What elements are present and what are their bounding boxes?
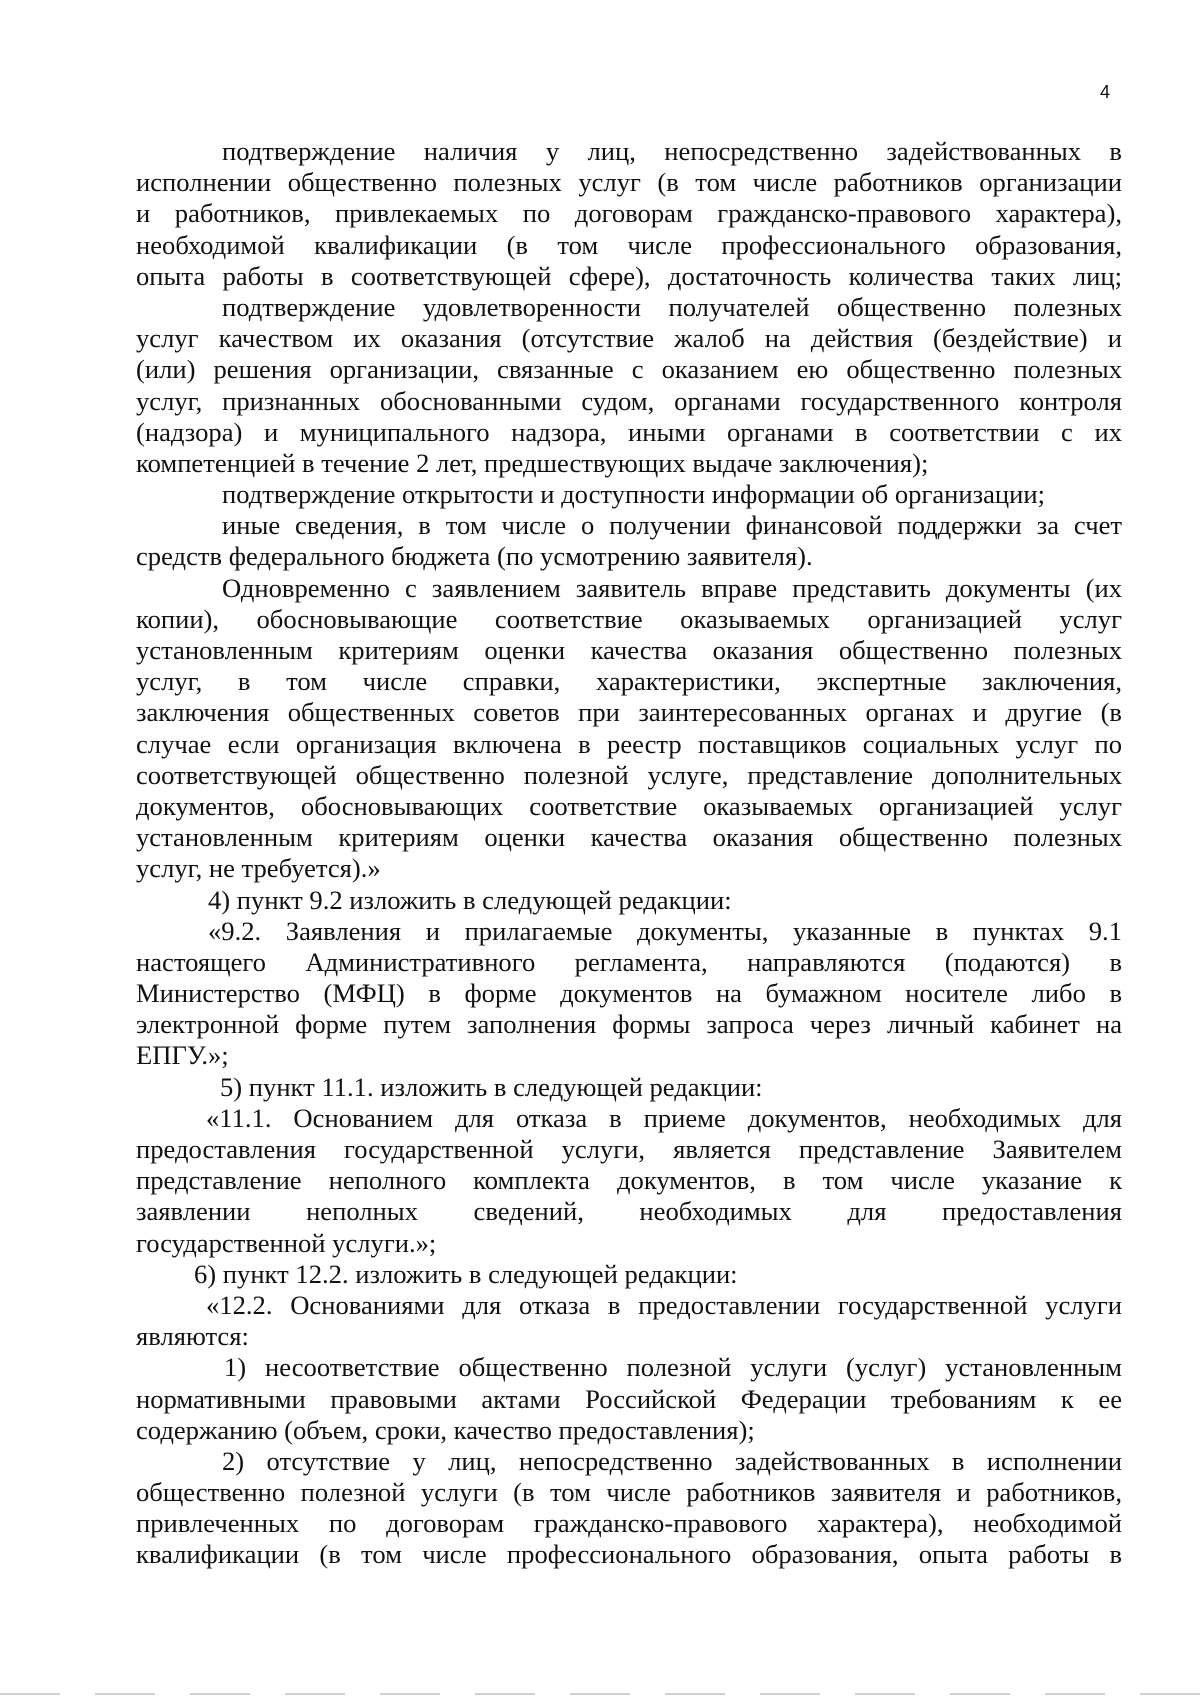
text-line: привлеченных по договорам гражданско-правового характера), необходимой <box>136 1508 1122 1539</box>
text-line: ЕПГУ.»; <box>136 1040 229 1071</box>
text-line: (или) решения организации, связанные с оказанием ею общественно полезных <box>136 354 1122 385</box>
text-line: заключения общественных советов при заинтересованных органах и другие (в <box>136 697 1122 728</box>
text-line: и работников, привлекаемых по договорам гражданско-правового характера), <box>136 198 1122 229</box>
text-line: (надзора) и муниципального надзора, иными органами в соответствии с их <box>136 416 1122 447</box>
text-line: копии), обосновывающие соответствие оказываемых организацией услуг <box>136 603 1122 634</box>
text-line: исполнении общественно полезных услуг (в том числе работников организации <box>136 167 1122 198</box>
page-number: 4 <box>1100 82 1111 102</box>
scan-edge-artifact <box>0 1693 1200 1695</box>
text-line: подтверждение открытости и доступности информации об организации; <box>222 479 1046 510</box>
text-line: услуг качеством их оказания (отсутствие жалоб на действия (бездействие) и <box>136 323 1122 354</box>
text-line: «9.2. Заявления и прилагаемые документы, указанные в пунктах 9.1 <box>208 915 1122 946</box>
text-line: подтверждение удовлетворенности получателей общественно полезных <box>222 291 1122 322</box>
text-line: установленным критериям оценки качества оказания общественно полезных <box>136 822 1122 853</box>
text-line: общественно полезной услуги (в том числе работников заявителя и работников, <box>136 1477 1122 1508</box>
text-line: услуг, признанных обоснованными судом, органами государственного контроля <box>136 385 1122 416</box>
text-line: 6) пункт 12.2. изложить в следующей редакции: <box>194 1258 738 1289</box>
text-line: Министерство (МФЦ) в форме документов на бумажном носителе либо в <box>136 978 1122 1009</box>
text-line: Одновременно с заявлением заявитель вправе представить документы (их <box>222 572 1122 603</box>
text-line: компетенцией в течение 2 лет, предшествующих выдаче заключения); <box>136 447 929 478</box>
text-line: подтверждение наличия у лиц, непосредственно задействованных в <box>222 136 1122 166</box>
text-line: случае если организация включена в реестр поставщиков социальных услуг по <box>136 728 1122 759</box>
text-line: государственной услуги.»; <box>136 1227 437 1258</box>
text-line: настоящего Административного регламента, направляются (подаются) в <box>136 946 1122 977</box>
text-line: предоставления государственной услуги, является представление Заявителем <box>136 1134 1122 1164</box>
text-line: «12.2. Основаниями для отказа в предоставлении государственной услуги <box>206 1289 1122 1320</box>
text-line: содержанию (объем, сроки, качество предоставления); <box>136 1414 755 1445</box>
text-line: являются: <box>136 1321 249 1352</box>
text-line: квалификации (в том числе профессионального образования, опыта работы в <box>136 1539 1122 1570</box>
text-line: «11.1. Основанием для отказа в приеме документов, необходимых для <box>206 1102 1122 1133</box>
text-line: документов, обосновывающих соответствие оказываемых организацией услуг <box>136 790 1122 821</box>
document-body <box>136 136 1122 1571</box>
text-line: услуг, в том числе справки, характеристики, экспертные заключения, <box>136 666 1122 697</box>
text-line: установленным критериям оценки качества оказания общественно полезных <box>136 635 1122 665</box>
text-line: электронной форме путем заполнения формы запроса через личный кабинет на <box>136 1009 1122 1040</box>
text-line: иные сведения, в том числе о получении финансовой поддержки за счет <box>222 510 1122 541</box>
text-line: 2) отсутствие у лиц, непосредственно задействованных в исполнении <box>222 1445 1122 1476</box>
text-line: нормативными правовыми актами Российской Федерации требованиям к ее <box>136 1383 1122 1414</box>
text-line: представление неполного комплекта документов, в том числе указание к <box>136 1165 1122 1196</box>
text-line: заявлении неполных сведений, необходимых для предоставления <box>136 1196 1122 1227</box>
text-line: услуг, не требуется).» <box>136 853 381 884</box>
text-line: средств федерального бюджета (по усмотрению заявителя). <box>136 541 813 572</box>
text-line: необходимой квалификации (в том числе профессионального образования, <box>136 229 1122 260</box>
text-line: опыта работы в соответствующей сфере), достаточность количества таких лиц; <box>136 260 1122 291</box>
text-line: 5) пункт 11.1. изложить в следующей редакции: <box>220 1071 763 1102</box>
text-line: 4) пункт 9.2 изложить в следующей редакции: <box>208 884 732 915</box>
text-line: 1) несоответствие общественно полезной услуги (услуг) установленным <box>224 1352 1122 1383</box>
text-line: соответствующей общественно полезной услуге, представление дополнительных <box>136 759 1122 790</box>
